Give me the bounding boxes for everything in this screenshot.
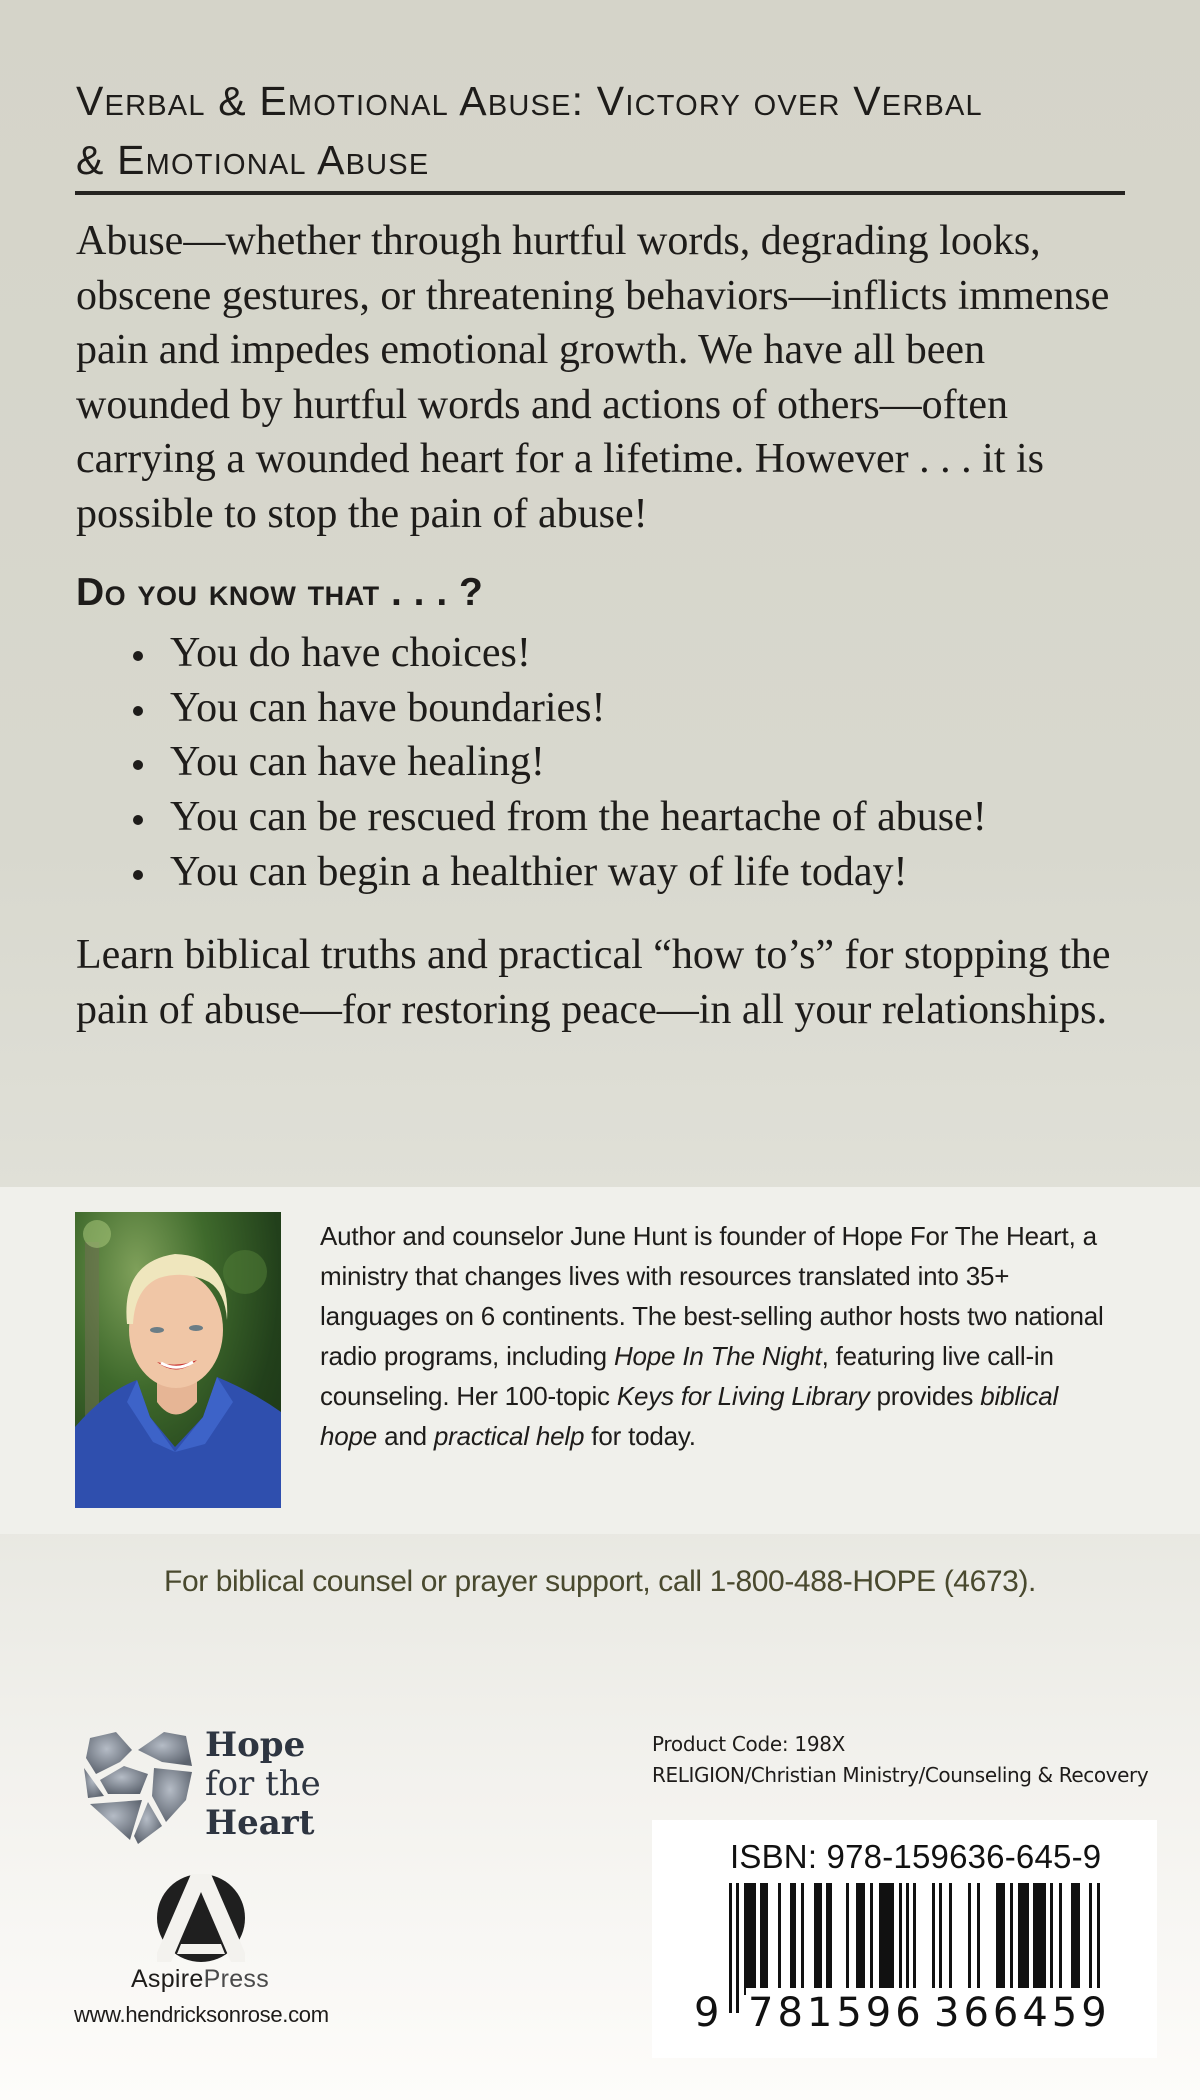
list-item (130, 845, 1130, 900)
barcode-left-digits: 781596 (748, 1990, 925, 2036)
hope-for-the-heart-wordmark (205, 1726, 321, 1843)
bisac-category: RELIGION/Christian Ministry/Counseling & Recovery (652, 1763, 1149, 1787)
list-item (130, 626, 1130, 681)
radio-program-title: Hope In The Night (613, 1341, 822, 1371)
prayer-support-phone: For biblical counsel or prayer support, call 1-800-488-HOPE (4673). (164, 1565, 1036, 1598)
list-item (130, 735, 1130, 790)
bullet-icon (133, 815, 143, 825)
publisher-url[interactable]: www.hendricksonrose.com (74, 2002, 329, 2027)
intro-paragraph: Abuse—whether through hurtful words, degrading looks, obscene gestures, or threatening behaviors—inflicts immense pain and impedes emotional growth. We have all been wounded by hurtful words and actions of others—often carrying a wounded heart for a lifetime. However . . . it is possible to stop the pain of abuse! (76, 218, 1110, 537)
product-code: Product Code: 198X (652, 1732, 846, 1756)
aspire-press-wordmark (100, 1964, 300, 1994)
bio-text-segment: , featuring live call-in counseling. Her 100-topic (320, 1341, 1054, 1411)
know-heading: Do you know that . . . ? (76, 571, 484, 614)
logo-word-heart: Heart (205, 1803, 315, 1843)
list-item (130, 790, 1130, 845)
author-bio (320, 1216, 1120, 1456)
bio-text-segment: Author and counselor June Hunt is founder of Hope For The Heart, a ministry that changes lives with resources translated into 35+ languages on 6 continents. The best-selling author hosts two national radio programs, including (320, 1221, 1104, 1371)
barcode-right-digits: 366459 (934, 1990, 1111, 2036)
barcode-lead-digit: 9 (694, 1990, 720, 2036)
portrait-illustration (75, 1212, 281, 1508)
aspire-a-icon (157, 1874, 245, 1962)
list-item (130, 681, 1130, 736)
bio-text-segment: and (377, 1421, 434, 1451)
bullet-icon (133, 706, 143, 716)
bullet-icon (133, 760, 143, 770)
logo-words-for-the: for the (205, 1764, 321, 1804)
logo-word-hope: Hope (205, 1725, 306, 1765)
bullet-icon (133, 870, 143, 880)
broken-heart-icon (82, 1728, 196, 1844)
isbn-label: ISBN: 978-159636-645-9 (730, 1838, 1102, 1875)
title-line-1: Verbal & Emotional Abuse: Victory over Verbal (76, 78, 983, 124)
list-item-text: You do have choices! (170, 630, 531, 676)
bullet-icon (133, 651, 143, 661)
bio-text-segment: provides (869, 1381, 981, 1411)
list-item-text: You can begin a healthier way of life today! (170, 848, 908, 895)
closing-paragraph: Learn biblical truths and practical “how to’s” for stopping the pain of abuse—for restoring peace—in all your relationships. (76, 932, 1111, 1033)
list-item-text: You can be rescued from the heartache of abuse! (170, 794, 987, 841)
list-item-text: You can have healing! (170, 739, 545, 786)
barcode-digits (692, 1988, 1112, 2038)
title-divider (75, 191, 1125, 195)
bio-emphasis: practical help (433, 1421, 585, 1451)
press-word: Press (203, 1965, 270, 1993)
book-title (76, 72, 1136, 190)
author-photo (75, 1212, 281, 1508)
benefits-list (130, 626, 1130, 900)
library-title: Keys for Living Library (616, 1381, 870, 1411)
title-line-2: & Emotional Abuse (76, 137, 430, 183)
bio-emphasis: biblical hope (320, 1381, 1059, 1451)
aspire-word: Aspire (130, 1965, 204, 1993)
list-item-text: You can have boundaries! (170, 684, 606, 731)
bio-text-segment: for today. (584, 1421, 696, 1451)
